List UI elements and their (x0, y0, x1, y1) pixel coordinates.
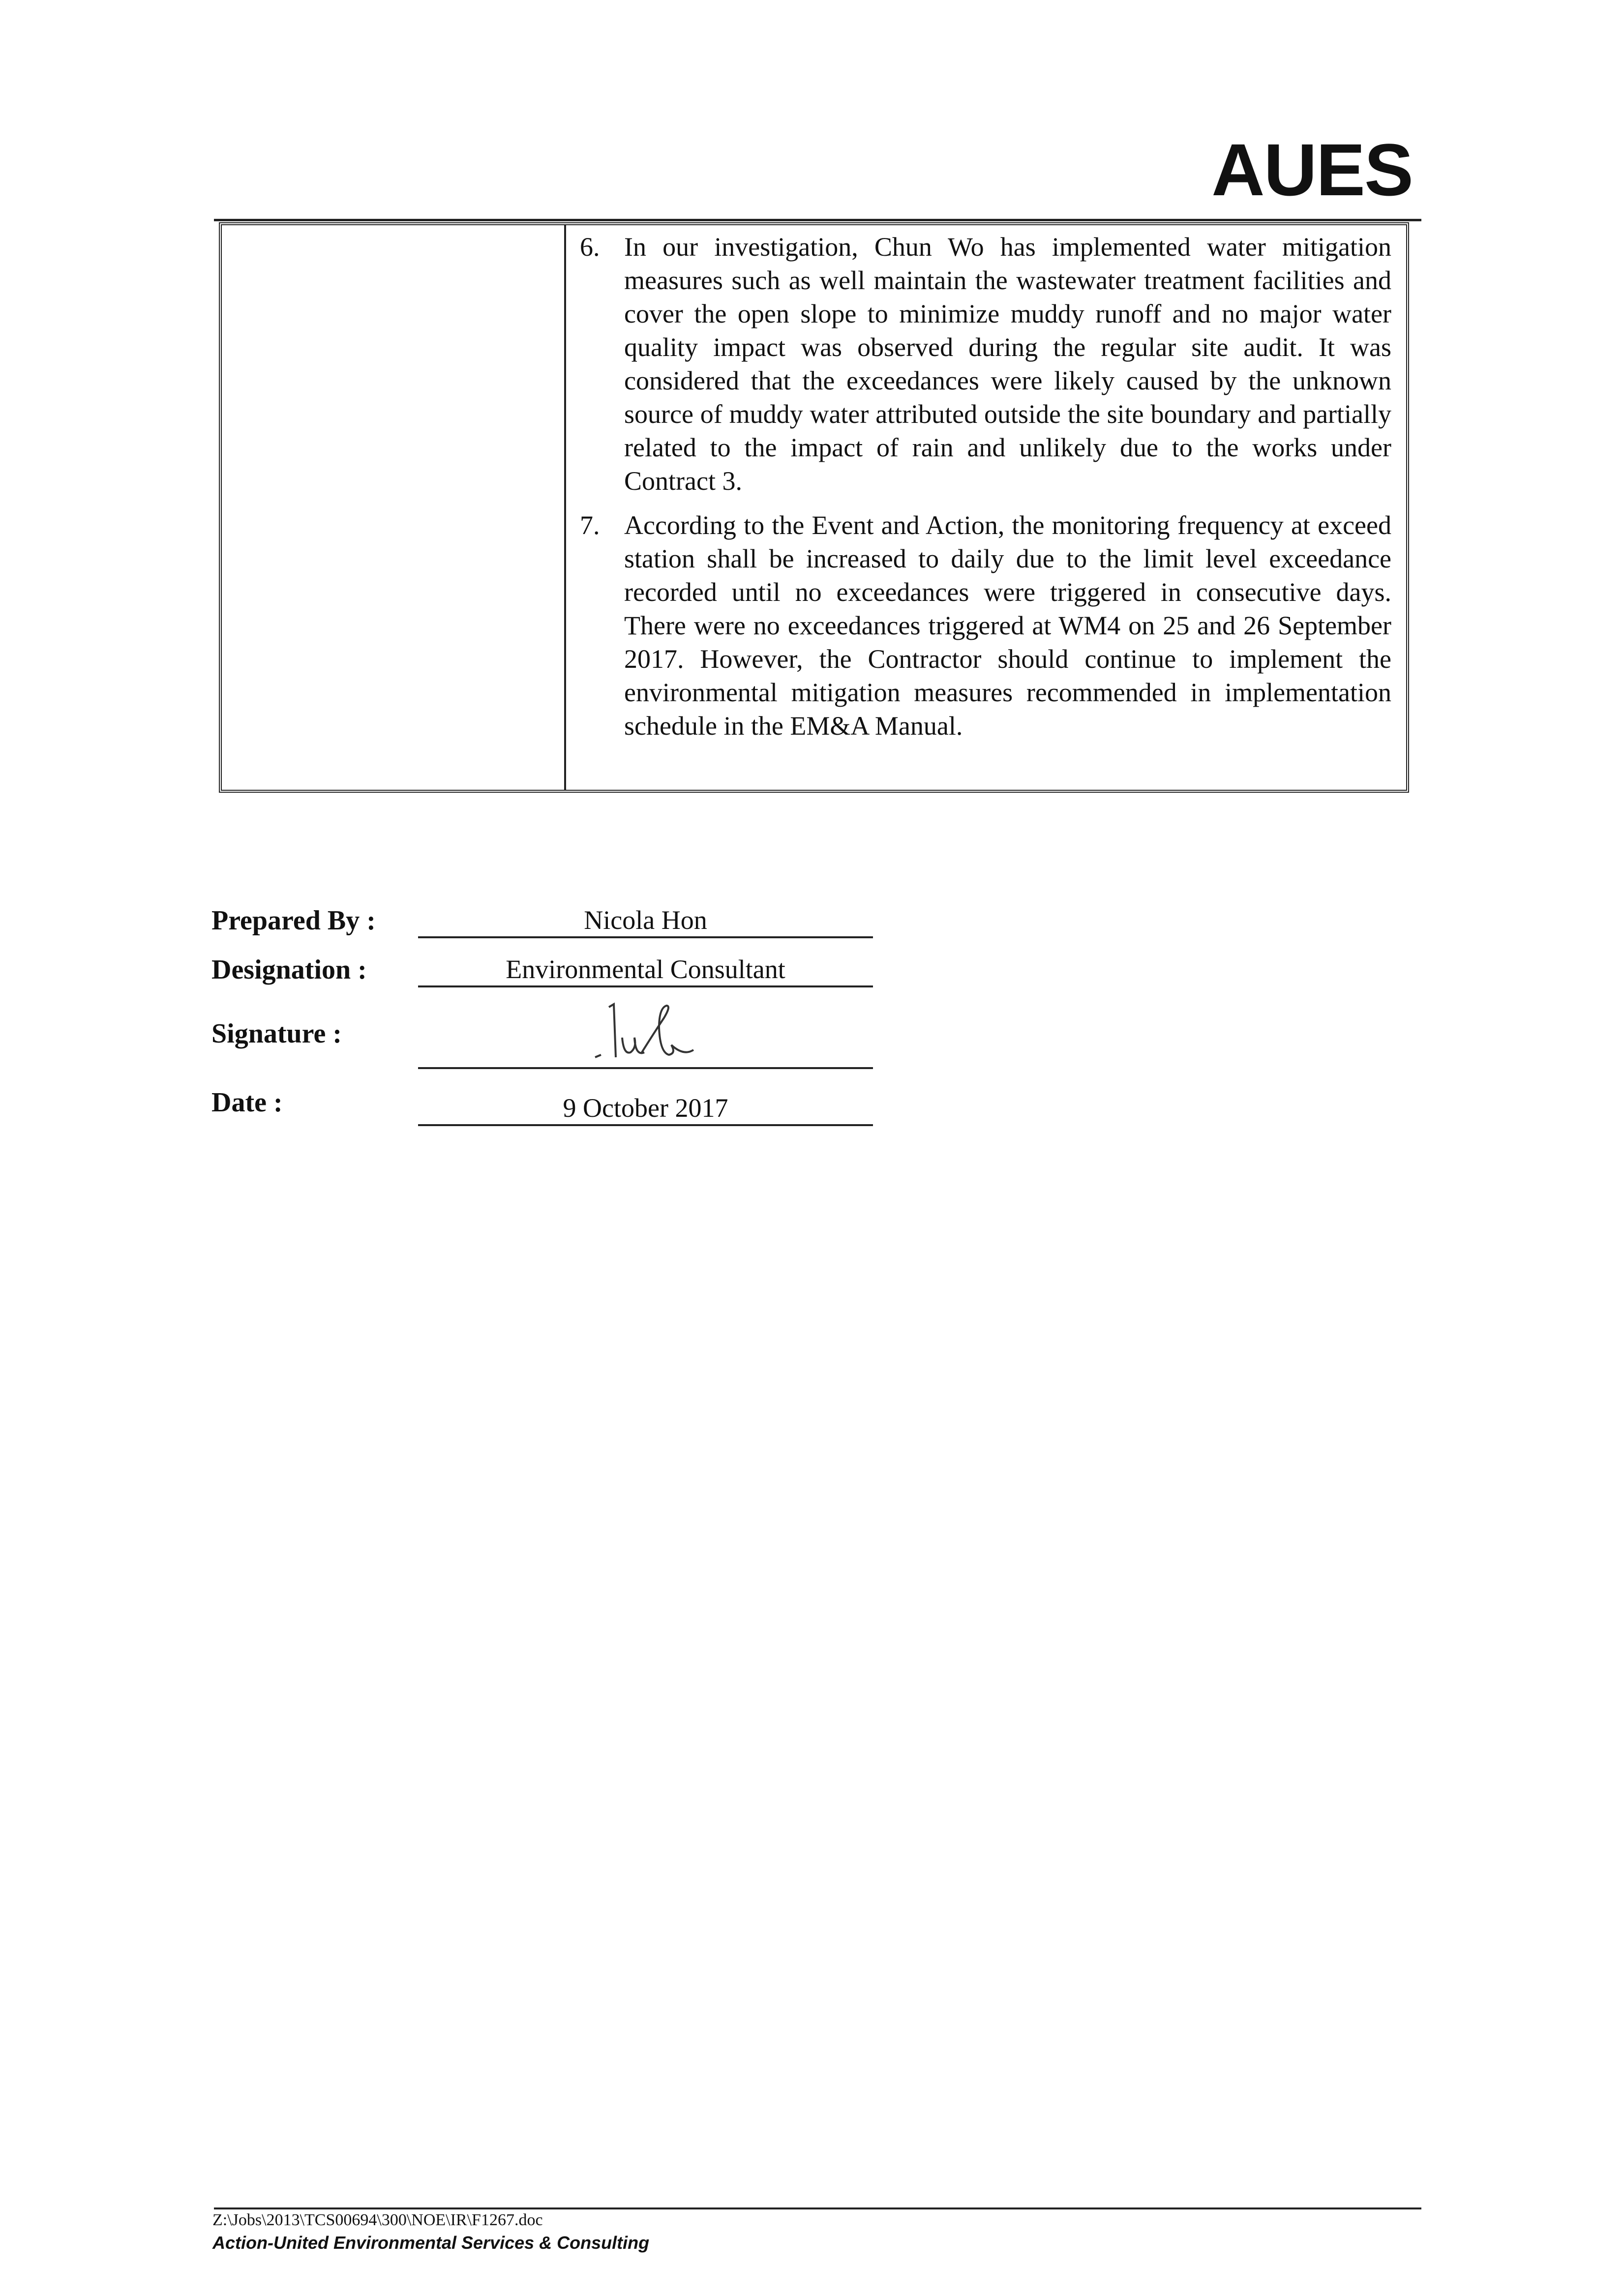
item-number: 6. (580, 232, 600, 262)
table-right-cell (566, 225, 1406, 790)
handwritten-signature (418, 998, 873, 1069)
designation-label: Designation : (211, 954, 367, 985)
signoff-block (211, 905, 900, 1136)
notes-table (219, 222, 1409, 793)
item-text: In our investigation, Chun Wo has implemented water mitigation measures such as well maintain the wastewater treatment facilities and cover the open slope to minimize muddy runoff and no major water quality impact was observed during the regular site audit. It was considered that the exceedances were likely caused by the unknown source of muddy water attributed outside the site boundary and partially related to the impact of rain and unlikely due to the works under Contract 3. (624, 232, 1391, 496)
company-name: Action-United Environmental Services & Consulting (212, 2233, 650, 2253)
list-item (580, 508, 1391, 743)
prepared-by-label: Prepared By : (211, 905, 376, 936)
signature-row (211, 1003, 900, 1087)
date-value: 9 October 2017 (418, 1093, 873, 1126)
date-row (211, 1087, 900, 1136)
header-rule (214, 219, 1421, 221)
prepared-by-value: Nicola Hon (418, 905, 873, 938)
date-label: Date : (211, 1087, 283, 1118)
item-text: According to the Event and Action, the monitoring frequency at exceed station shall be increased to daily due to the limit level exceedance recorded until no exceedances were triggered in consecutive days. There were no exceedances triggered at WM4 on 25 and 26 September 2017. However, the Contractor should continue to implement the environmental mitigation measures recommended in implementation schedule in the EM&A Manual. (624, 510, 1391, 741)
table-left-cell (222, 225, 566, 790)
file-path: Z:\Jobs\2013\TCS00694\300\NOE\IR\F1267.doc (212, 2211, 543, 2229)
signature-label: Signature : (211, 1018, 342, 1049)
designation-row (211, 954, 900, 1003)
footer-rule (214, 2207, 1421, 2209)
prepared-by-row (211, 905, 900, 954)
logo-text: AUES (1211, 128, 1413, 211)
designation-value: Environmental Consultant (418, 954, 873, 987)
list-item (580, 230, 1391, 498)
item-number: 7. (580, 510, 600, 540)
company-logo (1211, 128, 1413, 211)
